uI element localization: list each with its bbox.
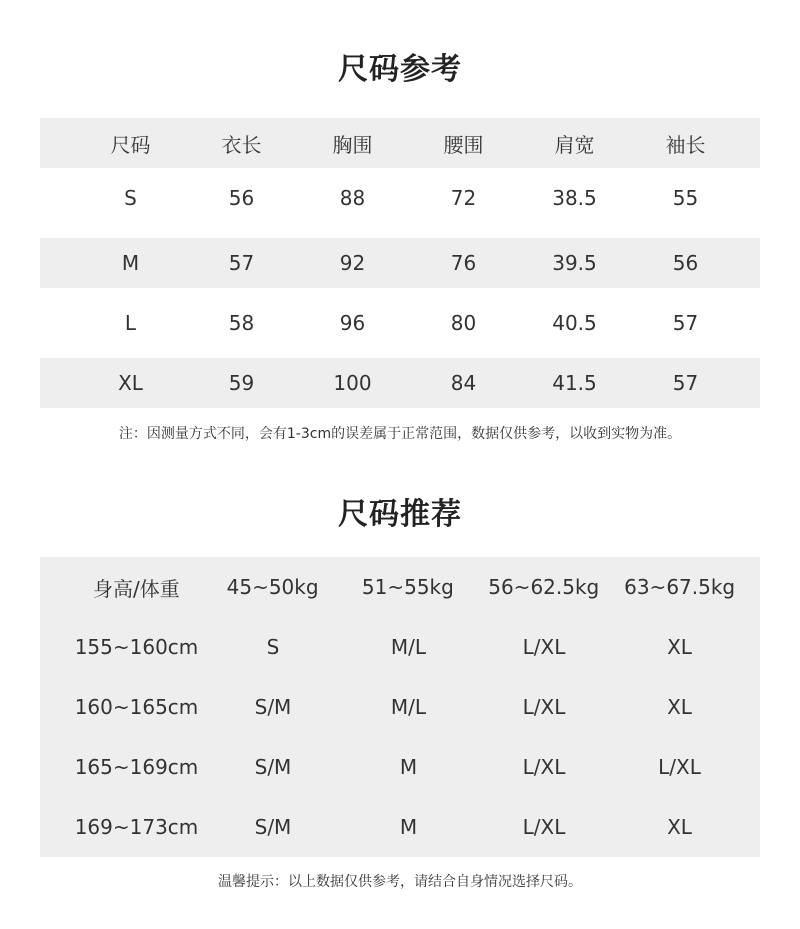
table-row xyxy=(40,617,760,677)
header-cell: 袖长 xyxy=(665,132,706,157)
table-cell: L/XL xyxy=(658,755,701,779)
table-cell: L/XL xyxy=(522,695,566,719)
table-cell: S xyxy=(124,186,137,210)
table-cell: 96 xyxy=(339,311,366,335)
table-cell: L/XL xyxy=(522,635,566,659)
table-cell: M xyxy=(399,755,418,779)
table-cell: 57 xyxy=(672,311,699,335)
table-cell: 84 xyxy=(450,371,477,395)
header-cell: 45~50kg xyxy=(226,575,319,599)
measurement-note: 注：因测量方式不同，会有1-3cm的误差属于正常范围，数据仅供参考，以收到实物为准。 xyxy=(118,426,682,442)
table-cell: 155~160cm xyxy=(74,635,199,659)
size-reference-title: 尺码参考 xyxy=(338,52,462,87)
table-cell: 56 xyxy=(228,186,255,210)
table-cell: 41.5 xyxy=(552,371,597,395)
table-cell: 40.5 xyxy=(552,311,597,335)
table-header-row xyxy=(40,557,760,617)
header-cell: 身高/体重 xyxy=(92,576,180,601)
table-cell: 55 xyxy=(672,186,699,210)
table-cell: 92 xyxy=(339,251,366,275)
table-header-row xyxy=(40,118,760,168)
table-cell: XL xyxy=(667,815,692,839)
header-cell: 胸围 xyxy=(332,132,373,157)
table-cell: M xyxy=(121,251,140,275)
table-cell: S xyxy=(266,635,280,659)
table-cell: 80 xyxy=(450,311,477,335)
table-cell: XL xyxy=(118,371,143,395)
table-cell: 56 xyxy=(672,251,699,275)
table-cell: 72 xyxy=(450,186,477,210)
header-cell: 肩宽 xyxy=(554,132,595,157)
table-row xyxy=(40,797,760,857)
table-row xyxy=(40,168,760,228)
table-cell: S/M xyxy=(254,815,292,839)
table-cell: M xyxy=(399,815,418,839)
table-row xyxy=(40,238,760,288)
table-cell: XL xyxy=(667,635,692,659)
table-cell: 169~173cm xyxy=(74,815,199,839)
header-cell: 衣长 xyxy=(221,132,262,157)
size-recommendation-title: 尺码推荐 xyxy=(338,497,462,532)
table-row xyxy=(40,677,760,737)
table-cell: L/XL xyxy=(522,755,566,779)
size-recommendation-table xyxy=(40,557,760,857)
table-cell: L/XL xyxy=(522,815,566,839)
table-row xyxy=(40,358,760,408)
table-cell: 165~169cm xyxy=(74,755,199,779)
recommendation-note: 温馨提示：以上数据仅供参考，请结合自身情况选择尺码。 xyxy=(218,874,582,890)
size-reference-table xyxy=(40,118,760,408)
table-cell: 160~165cm xyxy=(74,695,199,719)
table-cell: L xyxy=(124,311,137,335)
table-cell: M/L xyxy=(390,695,427,719)
table-row xyxy=(40,737,760,797)
table-cell: 57 xyxy=(672,371,699,395)
table-cell: XL xyxy=(667,695,692,719)
header-cell: 尺码 xyxy=(110,132,151,157)
table-cell: M/L xyxy=(390,635,427,659)
table-cell: 38.5 xyxy=(552,186,597,210)
table-row xyxy=(40,288,760,358)
table-cell: 57 xyxy=(228,251,255,275)
header-cell: 56~62.5kg xyxy=(488,575,600,599)
table-cell: 39.5 xyxy=(552,251,597,275)
table-cell: S/M xyxy=(254,695,292,719)
header-cell: 63~67.5kg xyxy=(624,575,736,599)
table-cell: 88 xyxy=(339,186,366,210)
table-cell: 100 xyxy=(333,371,372,395)
table-cell: 58 xyxy=(228,311,255,335)
table-cell: 59 xyxy=(228,371,255,395)
table-cell: 76 xyxy=(450,251,477,275)
table-cell: S/M xyxy=(254,755,292,779)
header-cell: 腰围 xyxy=(443,132,484,157)
header-cell: 51~55kg xyxy=(361,575,454,599)
